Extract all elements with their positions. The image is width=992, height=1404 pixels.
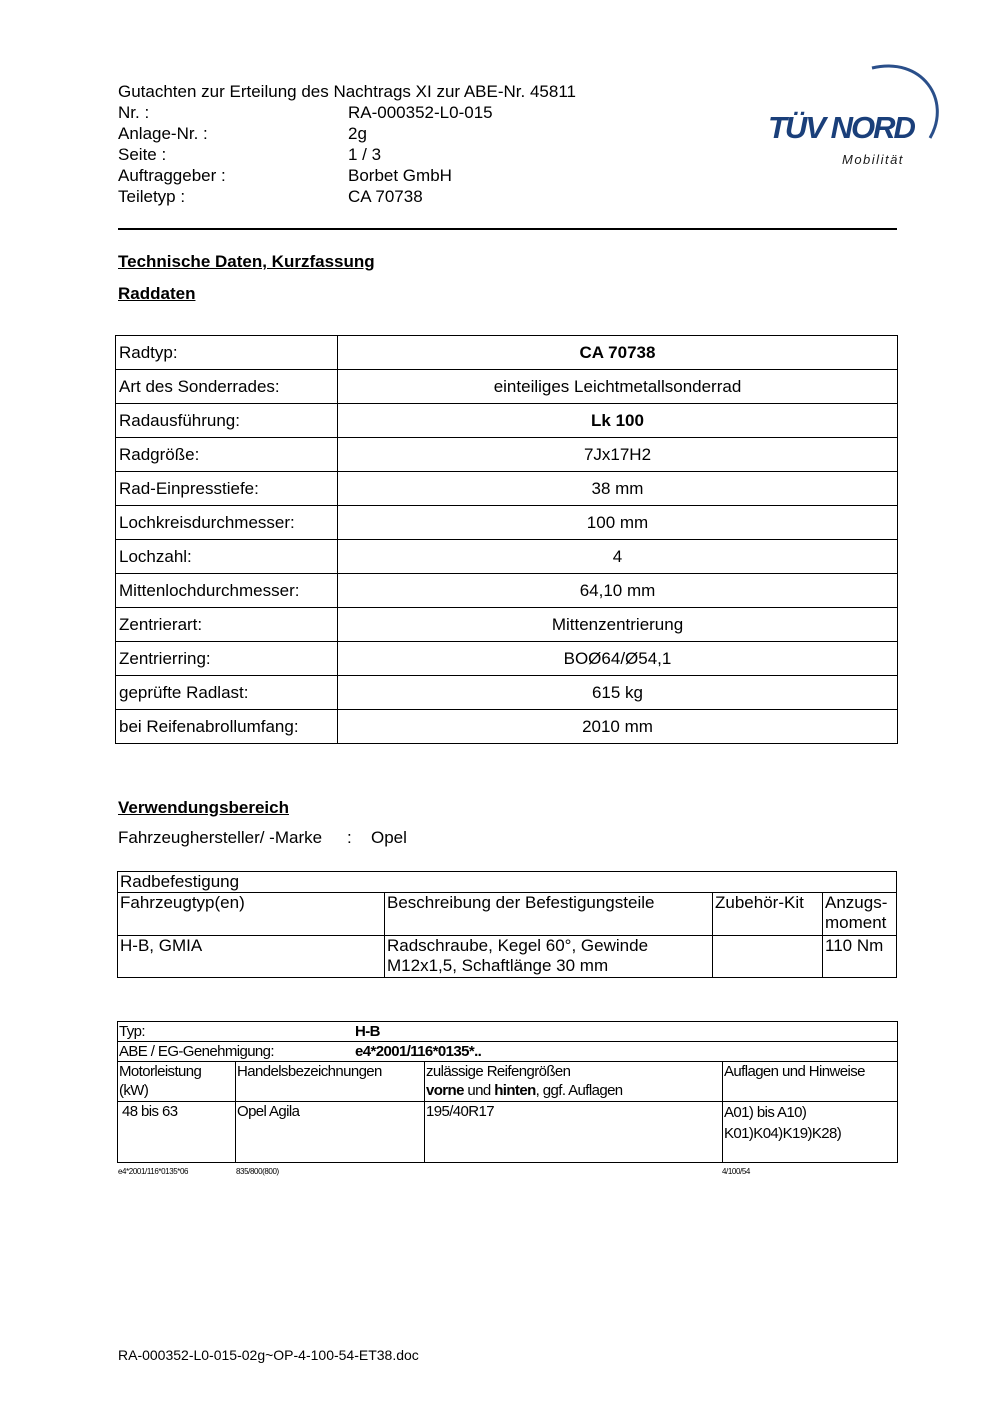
raddaten-row	[116, 404, 898, 438]
fixing-table	[117, 871, 897, 978]
anlage-value: 2g	[348, 124, 367, 143]
vehicle-header-tyre-line2	[426, 1081, 721, 1100]
document-title: Gutachten zur Erteilung des Nachtrags XI zur ABE-Nr. 45811	[118, 82, 576, 101]
raddaten-row	[116, 710, 898, 744]
tiny-ref-2: 835/800(800)	[236, 1167, 279, 1176]
nr-label: Nr. :	[118, 103, 150, 122]
auftraggeber-label: Auftraggeber :	[118, 166, 226, 185]
manufacturer-line	[118, 828, 407, 848]
heading-verwendung: Verwendungsbereich	[118, 798, 289, 817]
tyre-front-word: vorne	[426, 1082, 464, 1099]
header-divider	[118, 228, 897, 230]
raddaten-label: Art des Sonderrades:	[116, 370, 338, 404]
manufacturer-sep: :	[347, 828, 352, 847]
fixing-cell-type: H-B, GMIA	[118, 936, 385, 978]
logo-subtitle: Mobilität	[842, 152, 904, 167]
vehicle-abe-row	[118, 1042, 898, 1062]
raddaten-row	[116, 472, 898, 506]
raddaten-value: 2010 mm	[338, 710, 898, 744]
fixing-header-type: Fahrzeugtyp(en)	[118, 893, 385, 936]
vehicle-table	[117, 1021, 898, 1163]
vehicle-header-notes: Auflagen und Hinweise	[723, 1062, 898, 1102]
heading-raddaten: Raddaten	[118, 284, 196, 303]
auftraggeber-value: Borbet GmbH	[348, 166, 452, 185]
raddaten-row	[116, 642, 898, 676]
raddaten-value: Mittenzentrierung	[338, 608, 898, 642]
tiny-ref-1: e4*2001/116*0135*06	[118, 1167, 189, 1176]
fixing-header-torque: Anzugs- moment	[823, 893, 897, 936]
raddaten-value: 38 mm	[338, 472, 898, 506]
raddaten-label: bei Reifenabrollumfang:	[116, 710, 338, 744]
vehicle-header-power: Motorleistung (kW)	[118, 1062, 236, 1102]
tyre-rear-word: hinten	[494, 1082, 536, 1099]
raddaten-table	[115, 335, 898, 744]
raddaten-row	[116, 676, 898, 710]
vehicle-header-tyre-line1: zulässige Reifengrößen	[426, 1063, 571, 1080]
raddaten-row	[116, 506, 898, 540]
vehicle-cell-tyre: 195/40R17	[425, 1102, 723, 1163]
raddaten-label: Radtyp:	[116, 336, 338, 370]
teiletyp-label: Teiletyp :	[118, 187, 186, 206]
raddaten-row	[116, 540, 898, 574]
raddaten-value: Lk 100	[338, 404, 898, 438]
footer-filename: RA-000352-L0-015-02g~OP-4-100-54-ET38.doc	[118, 1347, 419, 1363]
fixing-header-kit: Zubehör-Kit	[713, 893, 823, 936]
fixing-title: Radbefestigung	[118, 872, 897, 893]
raddaten-label: Radausführung:	[116, 404, 338, 438]
raddaten-value: 4	[338, 540, 898, 574]
anlage-label: Anlage-Nr. :	[118, 124, 208, 143]
seite-label: Seite :	[118, 145, 167, 164]
raddaten-value: CA 70738	[338, 336, 898, 370]
vehicle-type-label: Typ:	[119, 1023, 145, 1040]
fixing-header-desc: Beschreibung der Befestigungsteile	[385, 893, 713, 936]
raddaten-label: Zentrierring:	[116, 642, 338, 676]
raddaten-row	[116, 438, 898, 472]
manufacturer-label: Fahrzeughersteller/ -Marke	[118, 828, 323, 847]
logo-wordmark: TÜV NORD	[768, 110, 914, 145]
raddaten-value: BOØ64/Ø54,1	[338, 642, 898, 676]
seite-value: 1 / 3	[348, 145, 382, 164]
vehicle-header-tyre	[425, 1062, 723, 1102]
raddaten-row	[116, 608, 898, 642]
vehicle-abe-value: e4*2001/116*0135*..	[355, 1043, 482, 1060]
raddaten-label: Lochzahl:	[116, 540, 338, 574]
teiletyp-value: CA 70738	[348, 187, 423, 206]
raddaten-label: Lochkreisdurchmesser:	[116, 506, 338, 540]
raddaten-value: 100 mm	[338, 506, 898, 540]
heading-tech: Technische Daten, Kurzfassung	[118, 252, 375, 271]
manufacturer-value: Opel	[371, 828, 407, 847]
raddaten-value: einteiliges Leichtmetallsonderrad	[338, 370, 898, 404]
fixing-cell-desc: Radschraube, Kegel 60°, Gewinde M12x1,5, Schaftlänge 30 mm	[385, 936, 713, 978]
vehicle-notes-line1: A01) bis A10)	[724, 1104, 807, 1121]
tyre-and-word: und	[463, 1082, 495, 1099]
vehicle-cell-power: 48 bis 63	[118, 1102, 236, 1163]
raddaten-label: Mittenlochdurchmesser:	[116, 574, 338, 608]
vehicle-type-value: H-B	[355, 1023, 380, 1040]
raddaten-label: geprüfte Radlast:	[116, 676, 338, 710]
raddaten-value: 64,10 mm	[338, 574, 898, 608]
raddaten-label: Radgröße:	[116, 438, 338, 472]
tyre-end-text: , ggf. Auflagen	[535, 1082, 623, 1099]
vehicle-cell-notes	[723, 1102, 898, 1163]
raddaten-row	[116, 370, 898, 404]
raddaten-row	[116, 336, 898, 370]
fixing-cell-kit	[713, 936, 823, 978]
tuev-nord-logo	[762, 60, 942, 170]
tiny-ref-3: 4/100/54	[722, 1167, 750, 1176]
vehicle-cell-name: Opel Agila	[236, 1102, 425, 1163]
vehicle-abe-label: ABE / EG-Genehmigung:	[119, 1043, 274, 1060]
raddaten-label: Zentrierart:	[116, 608, 338, 642]
raddaten-value: 7Jx17H2	[338, 438, 898, 472]
vehicle-header-name: Handelsbezeichnungen	[236, 1062, 425, 1102]
vehicle-notes-line2: K01)K04)K19)K28)	[724, 1125, 842, 1142]
raddaten-row	[116, 574, 898, 608]
vehicle-type-row	[118, 1022, 898, 1042]
fixing-cell-torque: 110 Nm	[823, 936, 897, 978]
raddaten-label: Rad-Einpresstiefe:	[116, 472, 338, 506]
raddaten-value: 615 kg	[338, 676, 898, 710]
nr-value: RA-000352-L0-015	[348, 103, 493, 122]
